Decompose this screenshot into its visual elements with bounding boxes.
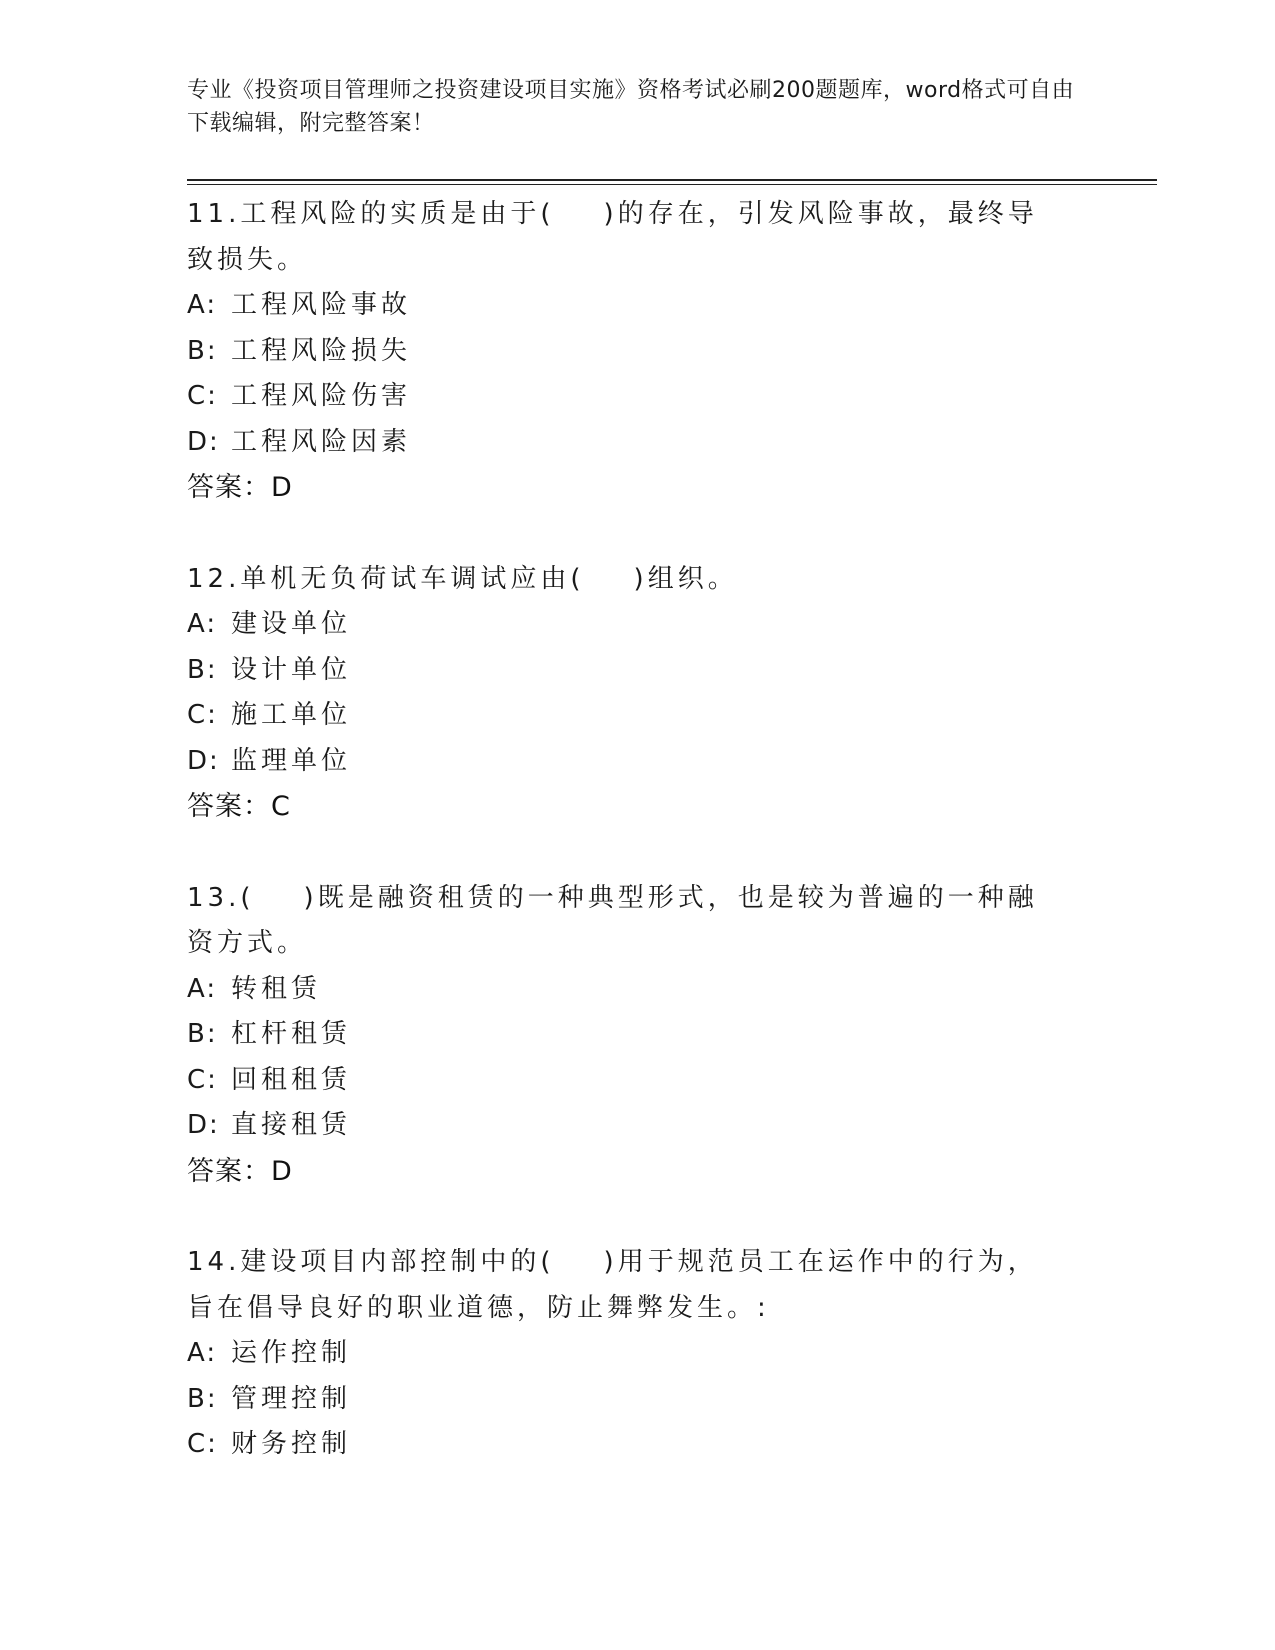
option-label: D: (187, 426, 220, 457)
answer-line: 答案：C (187, 791, 291, 822)
option-label: B: (187, 1019, 218, 1049)
question-stem: 14.建设项目内部控制中的( )用于规范员工在运作中的行为，旨在倡导良好的职业道德，防止舞弊发生。: (187, 1247, 1038, 1323)
option-text: 工程风险损失 (231, 335, 412, 366)
option-c (187, 374, 1067, 420)
option-label: A: (187, 1338, 218, 1368)
option-label: D: (187, 1110, 220, 1140)
option-label: C: (187, 1064, 218, 1095)
option-text: 回租租赁 (231, 1064, 352, 1095)
option-d (187, 1103, 1067, 1149)
option-a (187, 1331, 1067, 1377)
option-text: 转租赁 (231, 973, 322, 1004)
option-text: 运作控制 (231, 1338, 352, 1368)
option-text: 杠杆租赁 (231, 1019, 352, 1049)
option-label: B: (187, 335, 218, 366)
option-label: C: (187, 381, 218, 411)
question-stem: 11.工程风险的实质是由于( )的存在，引发风险事故，最终导致损失。 (187, 199, 1038, 275)
option-text: 施工单位 (231, 700, 352, 730)
header-divider-thin (187, 184, 1157, 185)
document-header: 专业《投资项目管理师之投资建设项目实施》资格考试必刷200题题库，word格式可自由下载编辑，附完整答案！ (187, 78, 1075, 136)
option-label: C: (187, 700, 218, 730)
option-b (187, 1377, 1067, 1423)
option-label: A: (187, 290, 218, 320)
option-label: C: (187, 1429, 218, 1459)
option-d (187, 739, 1067, 785)
option-text: 财务控制 (231, 1429, 352, 1459)
option-text: 工程风险事故 (231, 290, 412, 320)
question-11 (187, 192, 1067, 511)
option-c (187, 1422, 1067, 1468)
option-text: 工程风险伤害 (231, 381, 412, 411)
option-d (187, 420, 1067, 466)
option-b (187, 329, 1067, 375)
question-14 (187, 1240, 1067, 1468)
option-text: 直接租赁 (231, 1110, 352, 1140)
option-text: 监理单位 (231, 745, 352, 776)
question-list (187, 192, 1067, 1514)
header-divider-thick (187, 179, 1157, 181)
option-c (187, 693, 1067, 739)
option-label: B: (187, 1383, 218, 1414)
option-label: A: (187, 973, 218, 1004)
option-b (187, 648, 1067, 694)
question-13 (187, 876, 1067, 1195)
option-text: 工程风险因素 (231, 426, 412, 457)
option-b (187, 1012, 1067, 1058)
option-a (187, 283, 1067, 329)
option-a (187, 967, 1067, 1013)
option-label: A: (187, 609, 218, 639)
question-stem: 13.( )既是融资租赁的一种典型形式，也是较为普遍的一种融资方式。 (187, 882, 1038, 958)
answer-line: 答案：D (187, 472, 293, 503)
option-label: B: (187, 654, 218, 685)
option-text: 建设单位 (231, 609, 352, 639)
question-stem: 12.单机无负荷试车调试应由( )组织。 (187, 563, 738, 594)
option-text: 设计单位 (231, 654, 352, 685)
question-12 (187, 557, 1067, 830)
option-label: D: (187, 745, 220, 776)
option-text: 管理控制 (231, 1383, 352, 1414)
answer-line: 答案：D (187, 1155, 293, 1187)
option-c (187, 1058, 1067, 1104)
option-a (187, 602, 1067, 648)
